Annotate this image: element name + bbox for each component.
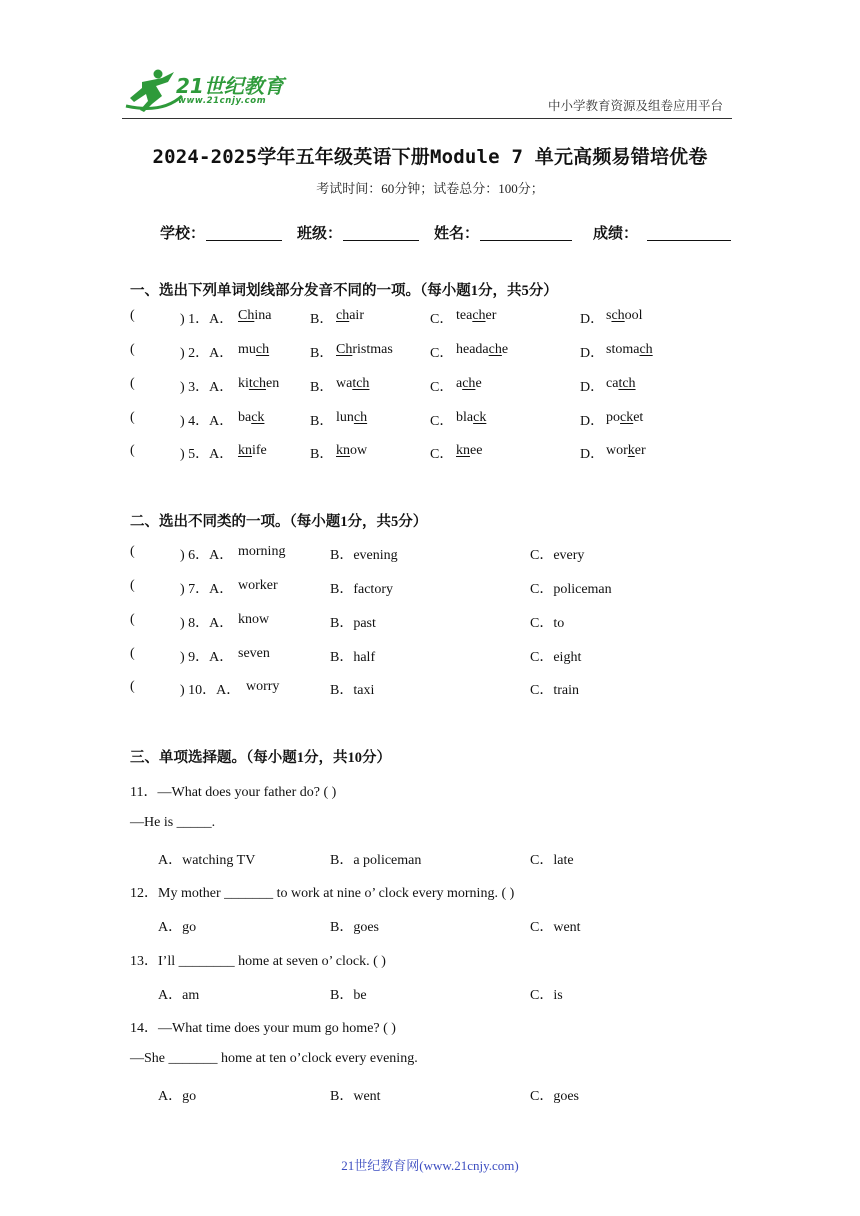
option-c[interactable]: C．every (530, 548, 585, 563)
word-part: er (485, 308, 497, 323)
word-part: po (606, 410, 620, 425)
word-part: heada (456, 342, 489, 357)
option-b[interactable]: B．past (330, 616, 376, 631)
word-part: ina (254, 308, 272, 323)
underlined-part: tch (352, 376, 370, 391)
option-letter: B． (310, 414, 334, 429)
option-letter: D． (580, 312, 605, 327)
option-word[interactable] (238, 308, 271, 324)
answer-blank[interactable]: ( (130, 376, 135, 391)
word-part: ee (470, 443, 483, 458)
word-part: air (349, 308, 364, 323)
option-b[interactable]: B．be (330, 988, 367, 1003)
underlined-part: ch (462, 376, 476, 391)
word-part: wor (606, 443, 628, 458)
word-part: tea (456, 308, 473, 323)
option-letter: C． (430, 414, 454, 429)
option-a[interactable]: know (238, 612, 270, 627)
option-word[interactable] (336, 443, 367, 459)
name-label: 姓名： (434, 226, 480, 242)
underlined-part: ch (488, 342, 502, 357)
answer-blank[interactable]: ( (130, 342, 135, 357)
score-field[interactable] (647, 222, 731, 241)
logo-text: 21世纪教育 (176, 74, 284, 98)
logo-url-text: www.21cnjy.com (178, 96, 267, 106)
option-a[interactable]: worker (238, 578, 278, 593)
word-part: ba (238, 410, 252, 425)
option-c[interactable]: C．is (530, 988, 563, 1003)
page-title: 2024-2025学年五年级英语下册Module 7 单元高频易错培优卷 (152, 146, 708, 168)
option-letter: B． (310, 312, 334, 327)
option-letter: C． (430, 380, 454, 395)
option-b[interactable]: B．went (330, 1089, 381, 1104)
underlined-part: ck (251, 410, 265, 425)
option-word[interactable] (336, 410, 367, 426)
option-a[interactable]: worry (246, 679, 280, 694)
word-part: mu (238, 342, 256, 357)
option-word[interactable] (606, 342, 653, 358)
option-letter: C． (430, 346, 454, 361)
option-c[interactable]: C．late (530, 853, 574, 868)
option-word[interactable] (238, 342, 269, 358)
word-part: s (606, 308, 612, 323)
header-divider (122, 118, 732, 119)
option-a[interactable]: A．go (158, 1089, 197, 1104)
section1-heading: 一、选出下列单词划线部分发音不同的一项。（每小题1分，共5分） (130, 283, 558, 299)
answer-blank[interactable]: ( (130, 646, 135, 661)
underlined-part: ch (472, 308, 486, 323)
word-part: bla (456, 410, 474, 425)
underlined-part: tch (618, 376, 636, 391)
word-part: a (456, 376, 463, 391)
question-number: ) 6．A． (180, 548, 234, 563)
logo (122, 68, 292, 114)
option-c[interactable]: C．eight (530, 650, 582, 665)
question-number: ) 9．A． (180, 650, 234, 665)
underlined-part: Ch (238, 308, 255, 323)
option-c[interactable]: C．went (530, 920, 581, 935)
option-b[interactable]: B．goes (330, 920, 379, 935)
word-part: e (475, 376, 482, 391)
option-b[interactable]: B．a policeman (330, 853, 422, 868)
option-word[interactable] (238, 376, 279, 392)
option-word[interactable] (456, 342, 508, 358)
question-number: ) 4．A． (180, 414, 234, 429)
option-letter: B． (310, 346, 334, 361)
word-part: ca (606, 376, 619, 391)
exam-info: 考试时间：60分钟；试卷总分：100分； (316, 181, 544, 196)
option-letter: D． (580, 447, 605, 462)
underlined-part: kn (456, 443, 470, 458)
question-number: ) 1．A． (180, 312, 234, 327)
word-part: ristmas (352, 342, 393, 357)
word-part: en (266, 376, 280, 391)
school-field[interactable] (206, 222, 282, 241)
option-a[interactable]: seven (238, 646, 270, 661)
question-line: —She _______ home at ten o’clock every evening. (130, 1051, 418, 1066)
option-b[interactable]: B．half (330, 650, 376, 665)
underlined-part: ck (473, 410, 487, 425)
underlined-part: kn (336, 443, 350, 458)
word-part: ki (238, 376, 249, 391)
option-b[interactable]: B．evening (330, 548, 398, 563)
option-letter: D． (580, 414, 605, 429)
option-word[interactable] (606, 376, 636, 392)
answer-blank[interactable]: ( (130, 443, 135, 458)
option-a[interactable]: morning (238, 544, 286, 559)
option-b[interactable]: B．taxi (330, 683, 375, 698)
question-stem: 13．I’ll ________ home at seven o’ clock. ( ) (130, 954, 386, 969)
option-c[interactable]: C．policeman (530, 582, 612, 597)
answer-blank[interactable]: ( (130, 578, 135, 593)
answer-blank[interactable]: ( (130, 308, 135, 323)
option-word[interactable] (606, 443, 646, 459)
section3-heading: 三、单项选择题。（每小题1分，共10分） (130, 750, 391, 766)
answer-blank[interactable]: ( (130, 544, 135, 559)
school-label: 学校： (160, 226, 206, 242)
word-part: ife (252, 443, 267, 458)
option-word[interactable] (456, 308, 496, 324)
word-part: ool (624, 308, 643, 323)
option-word[interactable] (336, 308, 364, 324)
option-word[interactable] (456, 443, 482, 459)
question-number: ) 10．A． (180, 683, 241, 698)
underlined-part: ck (620, 410, 634, 425)
word-part: wa (336, 376, 353, 391)
option-word[interactable] (606, 410, 643, 426)
question-stem: 14．—What time does your mum go home? ( ) (130, 1021, 396, 1036)
option-word[interactable] (606, 308, 643, 324)
option-word[interactable] (456, 410, 486, 426)
option-a[interactable]: A．am (158, 988, 200, 1003)
name-field[interactable] (480, 222, 572, 241)
option-word[interactable] (238, 410, 264, 426)
class-field[interactable] (343, 222, 419, 241)
class-label: 班级： (297, 226, 343, 242)
question-number: ) 3．A． (180, 380, 234, 395)
score-label: 成绩： (593, 226, 639, 242)
option-word[interactable] (456, 376, 482, 392)
underlined-part: ch (353, 410, 368, 425)
option-word[interactable] (238, 443, 267, 459)
option-a[interactable]: A．go (158, 920, 197, 935)
word-part: lun (336, 410, 354, 425)
underlined-part: ch (336, 308, 350, 323)
section2-heading: 二、选出不同类的一项。（每小题1分，共5分） (130, 514, 428, 530)
page-footer: 21世纪教育网(www.21cnjy.com) (341, 1158, 519, 1173)
option-b[interactable]: B．factory (330, 582, 393, 597)
underlined-part: k (627, 443, 635, 458)
underlined-part: ch (639, 342, 653, 357)
underlined-part: tch (248, 376, 266, 391)
option-letter: C． (430, 447, 454, 462)
question-number: ) 5．A． (180, 447, 234, 462)
option-letter: B． (310, 447, 334, 462)
underlined-part: ch (611, 308, 625, 323)
option-letter: C． (430, 312, 454, 327)
answer-blank[interactable]: ( (130, 612, 135, 627)
answer-blank[interactable]: ( (130, 679, 135, 694)
word-part: ow (350, 443, 368, 458)
underlined-part: ch (255, 342, 270, 357)
word-part: e (501, 342, 509, 357)
option-letter: D． (580, 346, 605, 361)
question-number: ) 7．A． (180, 582, 234, 597)
question-number: ) 8．A． (180, 616, 234, 631)
underlined-part: Ch (336, 342, 353, 357)
option-word[interactable] (336, 376, 369, 392)
question-line: —He is _____. (130, 815, 216, 830)
answer-blank[interactable]: ( (130, 410, 135, 425)
underlined-part: kn (238, 443, 252, 458)
option-word[interactable] (336, 342, 393, 358)
platform-label: 中小学教育资源及组卷应用平台 (548, 99, 724, 113)
option-letter: D． (580, 380, 605, 395)
question-stem: 11．—What does your father do? ( ) (130, 785, 337, 800)
word-part: et (633, 410, 644, 425)
option-c[interactable]: C．goes (530, 1089, 579, 1104)
option-c[interactable]: C．to (530, 616, 565, 631)
word-part: stoma (606, 342, 640, 357)
option-a[interactable]: A．watching TV (158, 853, 256, 868)
question-number: ) 2．A． (180, 346, 234, 361)
option-c[interactable]: C．train (530, 683, 579, 698)
option-letter: B． (310, 380, 334, 395)
question-stem: 12．My mother _______ to work at nine o’ clock every morning. ( ) (130, 886, 515, 901)
word-part: er (634, 443, 646, 458)
